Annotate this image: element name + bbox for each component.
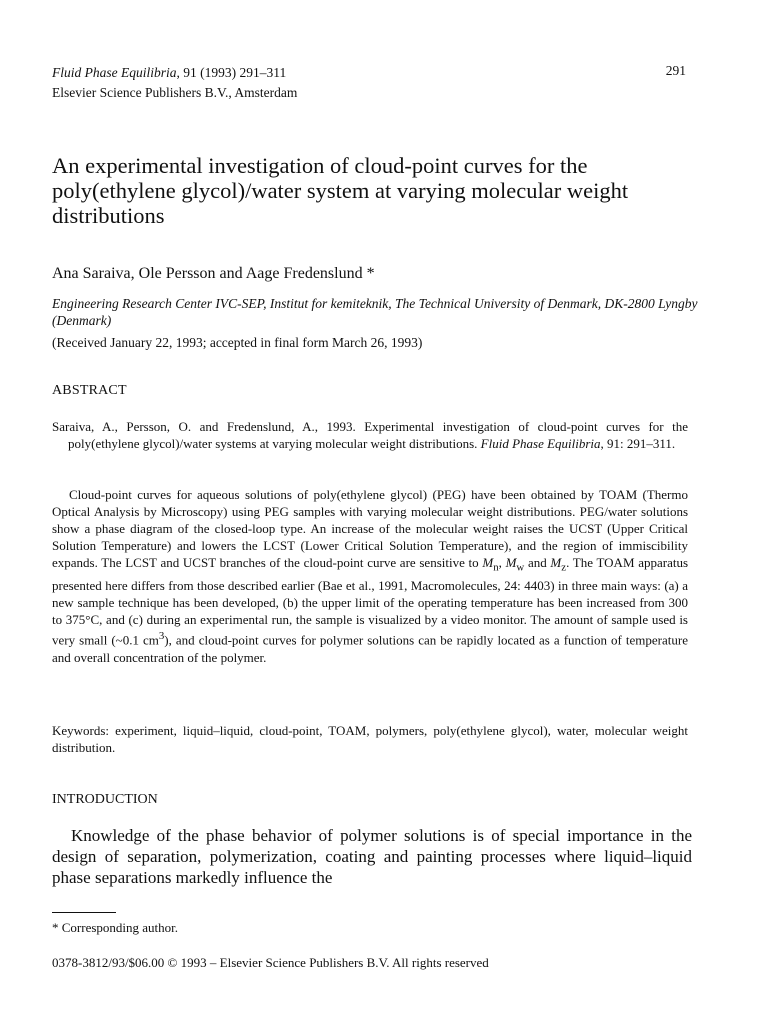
symbol-mn: M [482, 555, 494, 571]
citation-volume: , 91: 291–311. [600, 436, 676, 451]
citation-journal: Fluid Phase Equilibria [480, 436, 601, 451]
paper-title: An experimental investigation of cloud-point curves for the poly(ethylene glycol)/water system at varying molecular weight distributions [52, 153, 629, 228]
introduction-text: Knowledge of the phase behavior of polymer solutions is of special importance in the design of separation, polymerization, coating and painting processes where liquid–liquid phase separations markedly influence the [52, 826, 692, 887]
footnote-rule [52, 912, 116, 913]
symbol-mn-sub: n [493, 561, 499, 574]
keywords: Keywords: experiment, liquid–liquid, cloud-point, TOAM, polymers, poly(ethylene glycol), water, molecular weight distribution. [52, 723, 688, 755]
received-dates: (Received January 22, 1993; accepted in final form March 26, 1993) [52, 335, 423, 350]
author-list: Ana Saraiva, Ole Persson and Aage Fredenslund * [52, 265, 375, 282]
separator-comma: , [498, 555, 506, 571]
footnote: * Corresponding author. [52, 920, 179, 935]
introduction-heading: INTRODUCTION [52, 792, 158, 807]
citation-text: Saraiva, A., Persson, O. and Fredenslund, A., 1993. Experimental investigation of cloud-point curves for the poly(ethylene glycol)/water systems at varying molecular weight distributions. [52, 419, 688, 451]
symbol-mz: M [550, 555, 562, 571]
separator-and: and [524, 555, 551, 571]
cubic-superscript: 3 [158, 630, 165, 643]
abstract-body [52, 486, 688, 666]
abstract-text-3: ), and cloud-point curves for polymer solutions can be rapidly located as a function of temperature and overall concentration of the polymer. [52, 632, 688, 665]
affiliation: Engineering Research Center IVC-SEP, Institut for kemiteknik, The Technical University of Denmark, DK-2800 Lyngby (Denmark) [52, 296, 698, 328]
symbol-mz-sub: z [561, 561, 567, 574]
abstract-text-1: Cloud-point curves for aqueous solutions of poly(ethylene glycol) (PEG) have been obtained by TOAM (Thermo Optical Analysis by Microscopy) using PEG samples with varying molecular weight distributions. PEG/water solutions show a phase diagram of the closed-loop type. An increase of the molecular weight raises the UCST (Upper Critical Solution Temperature) and lowers the LCST (Lower Critical Solution Temperature), and the region of immiscibility expands. The LCST and UCST branches of the cloud-point curve are sensitive to [52, 487, 688, 571]
symbol-mw-sub: w [516, 561, 525, 574]
abstract-citation [52, 418, 688, 452]
journal-name: Fluid Phase Equilibria [52, 65, 177, 80]
publisher-line: Elsevier Science Publishers B.V., Amsterdam [52, 85, 298, 100]
symbol-mw: M [505, 555, 517, 571]
abstract-text-2: . The TOAM apparatus presented here differs from those described earlier (Bae et al., 1991, Macromolecules, 24: 4403) in three main ways: (a) a new sample technique has been developed, (b) the upper limit of the operating temperature has been increased from 300 to 375°C, and (c) during an experimental run, the sample is visualized by a video monitor. The amount of sample used is very small (~0.1 cm [52, 555, 689, 648]
abstract-heading: ABSTRACT [52, 383, 127, 398]
page-number: 291 [665, 63, 686, 78]
copyright-line: 0378-3812/93/$06.00 © 1993 – Elsevier Science Publishers B.V. All rights reserved [52, 955, 489, 970]
journal-header [52, 63, 297, 103]
journal-reference: , 91 (1993) 291–311 [176, 65, 287, 80]
